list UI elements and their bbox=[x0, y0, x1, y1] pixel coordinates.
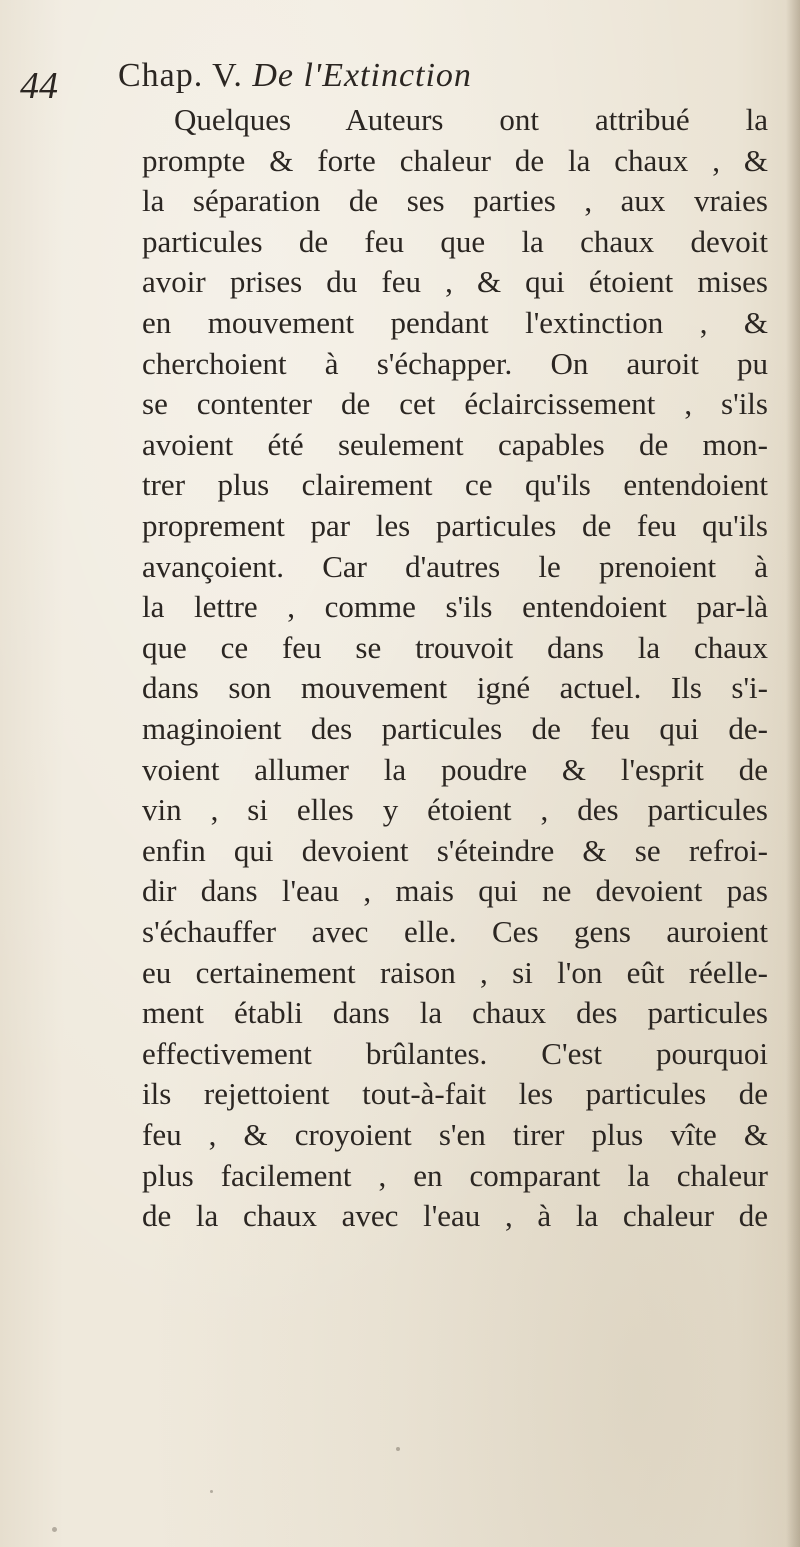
text-line: proprement par les particules de feu qu'ils bbox=[142, 508, 768, 543]
text-line: s'échauffer avec elle. Ces gens auroient bbox=[142, 914, 768, 949]
paper-speck bbox=[210, 1490, 213, 1493]
text-line: se contenter de cet éclaircissement , s'ils bbox=[142, 386, 768, 422]
text-line: ment établi dans la chaux des particules bbox=[142, 995, 768, 1031]
page-header bbox=[0, 50, 800, 107]
text-line: en mouvement pendant l'extinction , & bbox=[142, 305, 768, 340]
chapter-title: De l'Extinction bbox=[252, 57, 472, 94]
text-line: effectivement brûlantes. C'est pourquoi bbox=[142, 1035, 768, 1071]
text-line: que ce feu se trouvoit dans la chaux bbox=[142, 629, 768, 665]
text-line: vin , si elles y étoient , des particules bbox=[142, 792, 768, 828]
text-line: dir dans l'eau , mais qui ne devoient pas bbox=[142, 873, 768, 909]
text-line: avoient été seulement capables de mon- bbox=[142, 426, 768, 462]
text-line: cherchoient à s'échapper. On auroit pu bbox=[142, 345, 768, 381]
chapter-label: Chap. V. bbox=[118, 57, 243, 94]
text-line: trer plus clairement ce qu'ils entendoient bbox=[142, 467, 768, 503]
text-line: prompte & forte chaleur de la chaux , & bbox=[142, 142, 768, 178]
text-line: voient allumer la poudre & l'esprit de bbox=[142, 751, 768, 787]
page-number: 44 bbox=[20, 65, 58, 107]
text-line: feu , & croyoient s'en tirer plus vîte & bbox=[142, 1117, 768, 1152]
text-line: eu certainement raison , si l'on eût réelle- bbox=[142, 954, 768, 990]
text-line: avoir prises du feu , & qui étoient mises bbox=[142, 264, 768, 300]
text-line: de la chaux avec l'eau , à la chaleur de bbox=[142, 1198, 768, 1234]
text-line: maginoient des particules de feu qui de- bbox=[142, 711, 768, 746]
paper-speck bbox=[396, 1447, 400, 1451]
text-line: particules de feu que la chaux devoit bbox=[142, 223, 768, 259]
paper-speck bbox=[52, 1527, 57, 1532]
text-line: dans son mouvement igné actuel. Ils s'i- bbox=[142, 670, 768, 706]
text-line: enfin qui devoient s'éteindre & se refroi- bbox=[142, 832, 768, 868]
text-line: la séparation de ses parties , aux vraies bbox=[142, 183, 768, 219]
running-head bbox=[118, 56, 472, 96]
text-line: avançoient. Car d'autres le prenoient à bbox=[142, 548, 768, 584]
page-edge-shadow bbox=[786, 0, 800, 1547]
text-line: ils rejettoient tout-à-fait les particules de bbox=[142, 1076, 768, 1112]
text-line: plus facilement , en comparant la chaleur bbox=[142, 1157, 768, 1193]
text-line: Quelques Auteurs ont attribué la bbox=[174, 102, 768, 137]
text-line: la lettre , comme s'ils entendoient par-là bbox=[142, 589, 768, 625]
